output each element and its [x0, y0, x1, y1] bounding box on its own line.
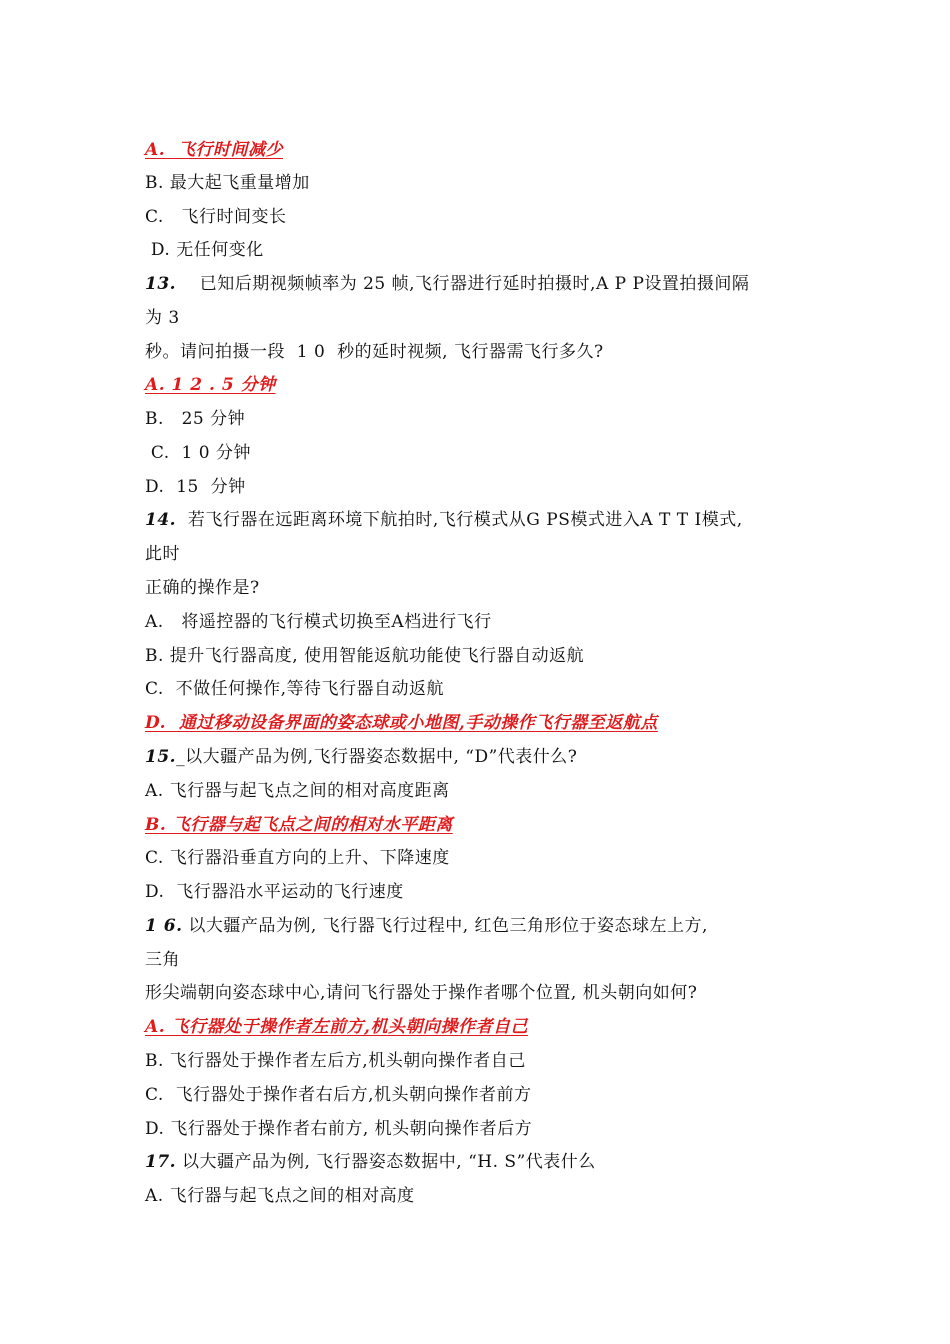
option-line: C. 飞行时间变长: [145, 207, 287, 227]
option-line: B. 飞行器处于操作者左后方,机头朝向操作者自己: [145, 1051, 526, 1071]
answer-line: B. 飞行器与起飞点之间的相对水平距离: [145, 815, 453, 835]
question-number: 13.: [145, 274, 177, 294]
text-line: 此时: [145, 544, 180, 564]
option-line: B. 25 分钟: [145, 409, 246, 429]
option-line: C. 飞行器处于操作者右后方,机头朝向操作者前方: [145, 1085, 532, 1105]
option-line: C. 不做任何操作,等待飞行器自动返航: [145, 679, 445, 699]
question-number: 15.: [145, 747, 177, 767]
question-text: 以大疆产品为例, 飞行器飞行过程中, 红色三角形位于姿态球左上方,: [182, 916, 708, 936]
question-line-15: [145, 741, 825, 773]
question-text: 若飞行器在远距离环境下航拍时,飞行模式从G PS模式进入A T T I模式,: [176, 510, 743, 530]
question-text: _以大疆产品为例,飞行器姿态数据中, “D”代表什么?: [176, 747, 578, 767]
option-line: A. 飞行器与起飞点之间的相对高度距离: [145, 781, 450, 801]
text-line: 正确的操作是?: [145, 578, 260, 598]
option-line: D. 15 分钟: [145, 477, 246, 497]
question-text: 已知后期视频帧率为 25 帧,飞行器进行延时拍摄时,A P P设置拍摄间隔: [176, 274, 750, 294]
option-line: D. 飞行器处于操作者右前方, 机头朝向操作者后方: [145, 1119, 533, 1139]
text-line: 秒。请问拍摄一段 1 0 秒的延时视频, 飞行器需飞行多久?: [145, 342, 604, 362]
question-line-17: [145, 1146, 825, 1178]
option-line: C. 1 0 分钟: [145, 443, 251, 463]
question-number: 17.: [145, 1152, 177, 1172]
text-line: 三角: [145, 950, 180, 970]
option-line: B. 最大起飞重量增加: [145, 173, 310, 193]
option-line: C. 飞行器沿垂直方向的上升、下降速度: [145, 848, 450, 868]
text-line: 为 3: [145, 308, 180, 328]
answer-line: A. 飞行器处于操作者左前方,机头朝向操作者自己: [145, 1017, 528, 1037]
question-number: 1 6.: [145, 916, 183, 936]
text-line: 形尖端朝向姿态球中心,请问飞行器处于操作者哪个位置, 机头朝向如何?: [145, 983, 698, 1003]
question-line-14: [145, 504, 825, 536]
option-line: A. 飞行器与起飞点之间的相对高度: [145, 1186, 415, 1206]
question-text: 以大疆产品为例, 飞行器姿态数据中, “H. S”代表什么: [176, 1152, 596, 1172]
answer-line: D. 通过移动设备界面的姿态球或小地图,手动操作飞行器至返航点: [145, 713, 658, 733]
option-line: D. 飞行器沿水平运动的飞行速度: [145, 882, 404, 902]
answer-line: A. 飞行时间减少: [145, 140, 283, 160]
answer-line: A. 1 2 . 5 分钟: [145, 375, 276, 395]
option-line: A. 将遥控器的飞行模式切换至A档进行飞行: [145, 612, 492, 632]
option-line: D. 无任何变化: [145, 240, 264, 260]
question-line-13: [145, 268, 825, 300]
question-line-16: [145, 910, 825, 942]
option-line: B. 提升飞行器高度, 使用智能返航功能使飞行器自动返航: [145, 646, 585, 666]
question-number: 14.: [145, 510, 177, 530]
